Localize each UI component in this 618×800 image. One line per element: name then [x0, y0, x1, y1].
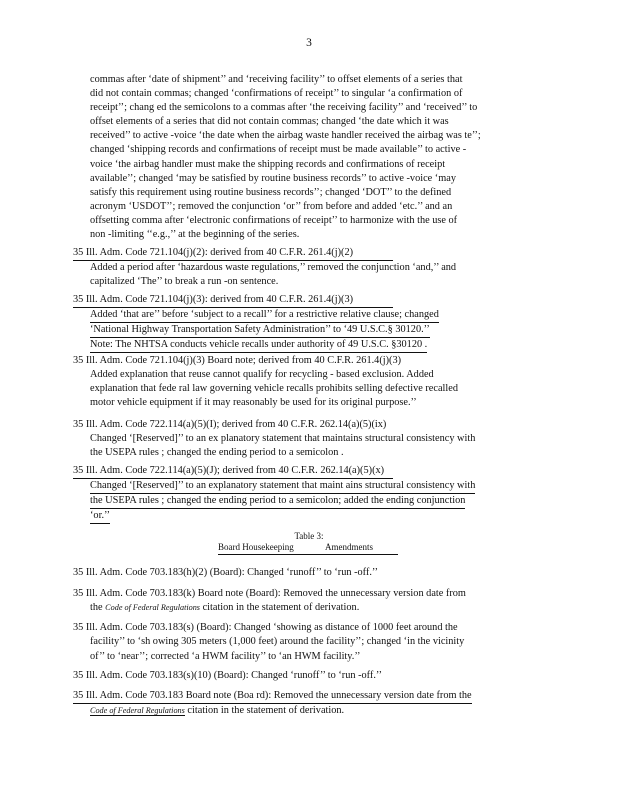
text-line: explanation that fede ral law governing vehicle recalls prohibits selling defective recalled	[90, 383, 458, 395]
entry-header: 35 Ill. Adm. Code 722.114(a)(5)(J); derived from 40 C.F.R. 262.14(a)(5)(x)	[73, 464, 393, 479]
text-line: Added ‘that are’’ before ‘subject to a recall’’ for a restrictive relative clause; changed	[90, 308, 439, 323]
entry-body	[90, 368, 458, 410]
text-line: Note: The NHTSA conducts vehicle recalls under authority of 49 U.S.C. §30120 .	[90, 338, 427, 353]
text-span: citation in the statement of derivation.	[187, 705, 345, 717]
italic-citation: Code of Federal Regulations	[90, 706, 185, 716]
entry-header: 35 Ill. Adm. Code 721.104(j)(2): derived from 40 C.F.R. 261.4(j)(2)	[73, 246, 393, 261]
text-line: of’’ to ‘near’’; corrected ‘a HWM facility’’ to ‘an HWM facility.’’	[90, 650, 361, 662]
text-line: changed ‘shipping records and confirmations of receipt must be made available’’ to active -	[90, 144, 467, 156]
table-entry	[73, 669, 382, 683]
table-entry	[73, 689, 472, 719]
table-caption	[218, 542, 398, 555]
text-line: ‘or.’’	[90, 509, 110, 524]
entry-body	[90, 432, 475, 460]
table-title: Table 3:	[294, 531, 324, 541]
entry-body	[90, 308, 439, 353]
text-line: Added a period after ‘hazardous waste regulations,’’ removed the conjunction ‘and,’’ and	[90, 262, 457, 273]
text-line: the USEPA rules ; changed the ending period to a semicolon; added the ending conjunction	[90, 494, 465, 509]
text-line: Changed ‘[Reserved]’’ to an ex planatory statement that maintains structural consistency with	[90, 433, 476, 444]
italic-citation: Code of Federal Regulations	[105, 603, 200, 613]
table-entry	[73, 621, 464, 664]
entry-body	[90, 261, 456, 289]
entry-body	[90, 479, 475, 524]
text-line: 35 Ill. Adm. Code 703.183(h)(2) (Board): Changed ‘runoff’’ to ‘run -off.’’	[73, 567, 379, 578]
text-line: did not contain commas; changed ‘confirmations of receipt’’ to singular ‘a confirmation of	[90, 88, 463, 100]
intro-paragraph	[90, 73, 481, 242]
text-line: acronym ‘USDOT’’; removed the conjunction ‘or’’ from before and added ‘etc.’’ and an	[90, 200, 453, 212]
table-entry	[73, 566, 378, 580]
table-caption-left: Board Housekeeping	[218, 542, 294, 552]
table-caption-right: Amendments	[325, 542, 373, 552]
text-line: 35 Ill. Adm. Code 703.183(s)(10) (Board): Changed ‘runoff’’ to ‘run -off.’’	[73, 670, 383, 681]
text-line: Changed ‘[Reserved]’’ to an explanatory statement that maint ains structural consistency with	[90, 479, 475, 494]
text-line: ‘National Highway Transportation Safety Administration’’ to ‘49 U.S.C.§ 30120.’’	[90, 323, 430, 338]
text-line: commas after ‘date of shipment’’ and ‘receiving facility’’ to offset elements of a series that	[90, 74, 463, 85]
text-line: receipt’’; chang ed the semicolons to a commas after ‘the receiving facility’’ and ‘received’’ to	[90, 102, 478, 114]
table-entry	[73, 587, 466, 616]
text-line: facility’’ to ‘sh owing 305 meters (1,000 feet) around the facility’’; changed ‘in the vicinity	[90, 636, 465, 648]
text-line: satisfy this requirement using routine business records’’; changed ‘DOT’’ to the defined	[90, 186, 452, 198]
text-span: the	[90, 602, 103, 614]
text-line: non -limiting ‘‘e.g.,’’ at the beginning of the series.	[90, 229, 300, 241]
page-number: 3	[306, 37, 312, 49]
text-line: Added explanation that reuse cannot qualify for recycling - based exclusion. Added	[90, 369, 434, 380]
entry-header: 35 Ill. Adm. Code 722.114(a)(5)(I); derived from 40 C.F.R. 262.14(a)(5)(ix)	[73, 419, 387, 430]
entry-header: 35 Ill. Adm. Code 721.104(j)(3) Board note; derived from 40 C.F.R. 261.4(j)(3)	[73, 355, 402, 366]
text-line: capitalized ‘The’’ to break a run -on sentence.	[90, 276, 279, 288]
text-line: voice ‘the airbag handler must make the shipping records and confirmations of receipt	[90, 158, 446, 170]
text-line: offsetting comma after ‘electronic confirmations of receipt’’ to harmonize with the use of	[90, 214, 458, 226]
text-line: 35 Ill. Adm. Code 703.183 Board note (Boa rd): Removed the unnecessary version date from the	[73, 689, 472, 704]
text-line: offset elements of a series that did not contain commas; changed ‘the date which it was	[90, 116, 449, 128]
text-line: received’’ to active -voice ‘the date when the airbag waste handler received the airbag was te’’;	[90, 130, 481, 142]
entry-header: 35 Ill. Adm. Code 721.104(j)(3): derived from 40 C.F.R. 261.4(j)(3)	[73, 293, 393, 308]
text-line: motor vehicle equipment if it may reasonably be used for its original purpose.’’	[90, 397, 417, 409]
text-line: the USEPA rules ; changed the ending period to a semicolon .	[90, 447, 344, 459]
text-span: citation in the statement of derivation.	[202, 602, 360, 614]
text-line: 35 Ill. Adm. Code 703.183(s) (Board): Changed ‘showing as distance of 1000 feet around the	[73, 622, 458, 633]
text-line	[73, 704, 472, 718]
text-line: 35 Ill. Adm. Code 703.183(k) Board note (Board): Removed the unnecessary version date from	[73, 588, 466, 599]
text-line	[73, 601, 466, 615]
text-line: available’’; changed ‘may be satisfied by routine business records’’ to active -voice ‘may	[90, 172, 456, 184]
